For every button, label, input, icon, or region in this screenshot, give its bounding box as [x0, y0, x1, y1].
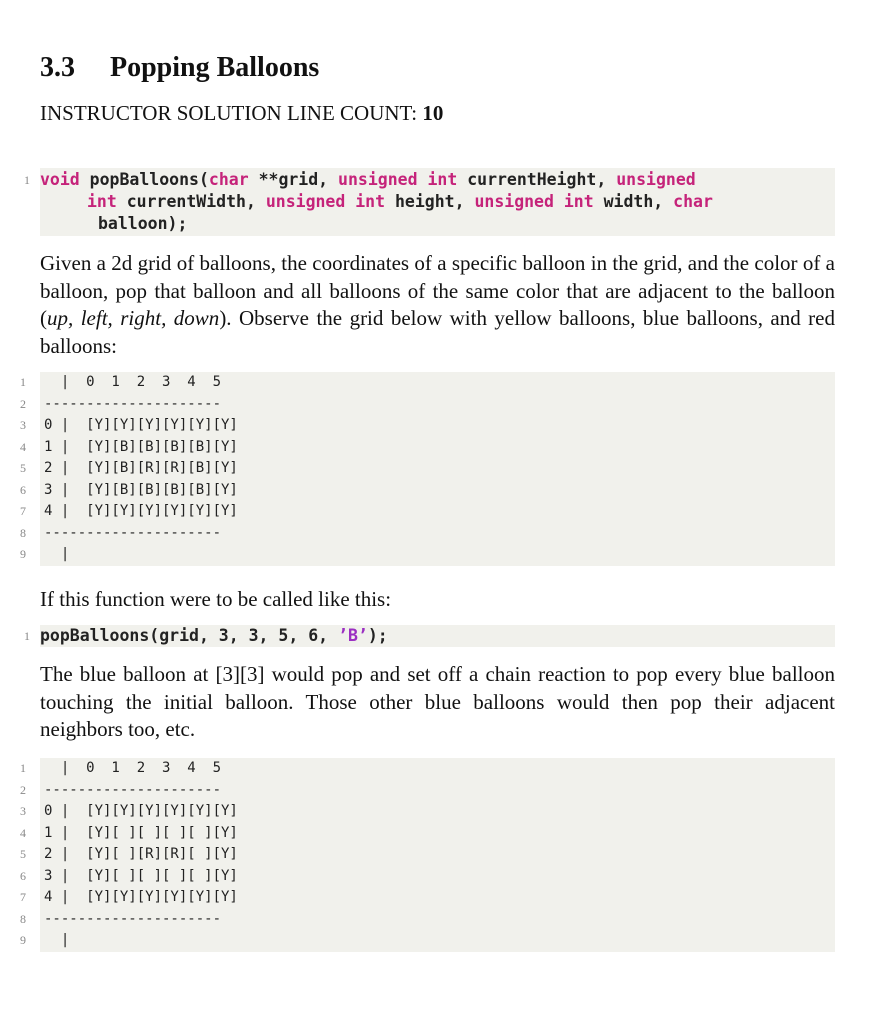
intro-text-2: ). Observe the grid below with yellow balloons, blue balloons, and red balloons: [40, 306, 835, 358]
param-width: width, [593, 192, 674, 211]
line-number: 1 [20, 761, 26, 775]
grid-line [20, 844, 835, 866]
signature-code-block [24, 168, 835, 236]
line-number: 7 [20, 890, 26, 904]
grid-row-text: 1 | [Y][ ][ ][ ][ ][Y] [44, 824, 238, 841]
grid-line [20, 930, 835, 952]
grid-line [20, 372, 835, 394]
line-number: 4 [20, 439, 26, 454]
intro-paragraph [40, 250, 835, 360]
type-int: int [87, 192, 117, 211]
line-number: 2 [20, 396, 26, 411]
signature-line-2 [40, 191, 835, 213]
grid-line [20, 415, 835, 437]
grid-row-text: | 0 1 2 3 4 5 [44, 374, 222, 390]
grid-row-text: 0 | [Y][Y][Y][Y][Y][Y] [44, 417, 238, 433]
grid-line [20, 758, 835, 780]
grid-row-text: --------------------- [44, 395, 222, 412]
type-unsigned: unsigned [616, 170, 696, 189]
grid-row-text: --------------------- [44, 910, 222, 927]
grid-line [20, 823, 835, 845]
grid-row-text: 2 | [Y][B][R][R][B][Y] [44, 460, 238, 476]
grid-line [20, 866, 835, 888]
call-line [24, 625, 835, 647]
grid-line [20, 394, 835, 416]
grid-line [20, 437, 835, 459]
grid-line [20, 887, 835, 909]
grid-line [20, 780, 835, 802]
grid-after-block [20, 758, 835, 952]
line-number: 1 [24, 173, 30, 187]
fn-name: popBalloons( [79, 170, 209, 189]
param-grid: **grid, [248, 170, 339, 189]
line-number: 3 [20, 418, 26, 432]
intro-directions: up, left, right, down [47, 306, 220, 330]
grid-row-text: 3 | [Y][ ][ ][ ][ ][Y] [44, 867, 238, 884]
grid-row-text: 0 | [Y][Y][Y][Y][Y][Y] [44, 803, 238, 819]
grid-row-text: --------------------- [44, 781, 222, 798]
type-uint: unsigned int [474, 192, 594, 211]
section-heading [40, 52, 319, 84]
line-number: 6 [20, 482, 26, 497]
line-count-value: 10 [422, 101, 444, 125]
grid-line [20, 909, 835, 931]
grid-line [20, 544, 835, 566]
line-number: 9 [20, 547, 26, 561]
grid-line [20, 801, 835, 823]
call-code-block [24, 625, 835, 647]
type-uint: unsigned int [265, 192, 386, 211]
line-number: 6 [20, 868, 26, 883]
call-arg-char: ’B’ [338, 626, 368, 645]
explain-paragraph: The blue balloon at [3][3] would pop and set off a chain reaction to pop every blue balloon touching the initial balloon. Those other blue balloons would then pop their adjacent neighbors too, etc. [40, 662, 835, 741]
call-intro-paragraph: If this function were to be called like this: [40, 587, 392, 611]
grid-row-text: | [44, 932, 70, 948]
grid-row-text: 4 | [Y][Y][Y][Y][Y][Y] [44, 889, 238, 905]
grid-line [20, 501, 835, 523]
grid-row-text: 2 | [Y][ ][R][R][ ][Y] [44, 846, 238, 862]
section-number: 3.3 [40, 52, 75, 83]
line-number: 8 [20, 911, 26, 926]
grid-line [20, 523, 835, 545]
param-balloon: balloon); [98, 214, 188, 233]
line-number: 8 [20, 525, 26, 540]
call-suffix: ); [367, 626, 388, 645]
type-char: char [673, 192, 713, 211]
intro-text-1: Given a 2d grid of balloons, the coordinates of a specific balloon in the grid, and the color of a balloon, pop that balloon and all balloons of the same color that are adjacent to the balloon ( [40, 251, 835, 330]
line-number: 3 [20, 804, 26, 818]
line-number: 5 [20, 847, 26, 861]
grid-before-block [20, 372, 835, 566]
grid-row-text: 4 | [Y][Y][Y][Y][Y][Y] [44, 503, 238, 519]
call-prefix: popBalloons(grid, 3, 3, 5, 6, [40, 626, 339, 645]
line-number: 5 [20, 461, 26, 475]
param-current-height: currentHeight, [457, 170, 617, 189]
type-uint: unsigned int [338, 170, 458, 189]
kw-void: void [40, 170, 80, 189]
type-char: char [208, 170, 249, 189]
line-number: 4 [20, 825, 26, 840]
param-current-width: currentWidth, [116, 192, 266, 211]
param-height: height, [385, 192, 475, 211]
grid-row-text: 3 | [Y][B][B][B][B][Y] [44, 481, 238, 498]
signature-line-3 [40, 213, 835, 235]
grid-row-text: --------------------- [44, 524, 222, 541]
section-title: Popping Balloons [110, 52, 320, 83]
signature-line-1 [24, 169, 835, 191]
grid-line [20, 480, 835, 502]
grid-row-text: 1 | [Y][B][B][B][B][Y] [44, 438, 238, 455]
line-number: 1 [24, 629, 30, 643]
line-number: 7 [20, 504, 26, 518]
line-number: 2 [20, 782, 26, 797]
line-count [40, 101, 443, 126]
grid-line [20, 458, 835, 480]
line-count-label: INSTRUCTOR SOLUTION LINE COUNT: [40, 101, 418, 125]
grid-row-text: | [44, 546, 70, 562]
line-number: 1 [20, 375, 26, 389]
grid-row-text: | 0 1 2 3 4 5 [44, 760, 222, 776]
line-number: 9 [20, 933, 26, 947]
